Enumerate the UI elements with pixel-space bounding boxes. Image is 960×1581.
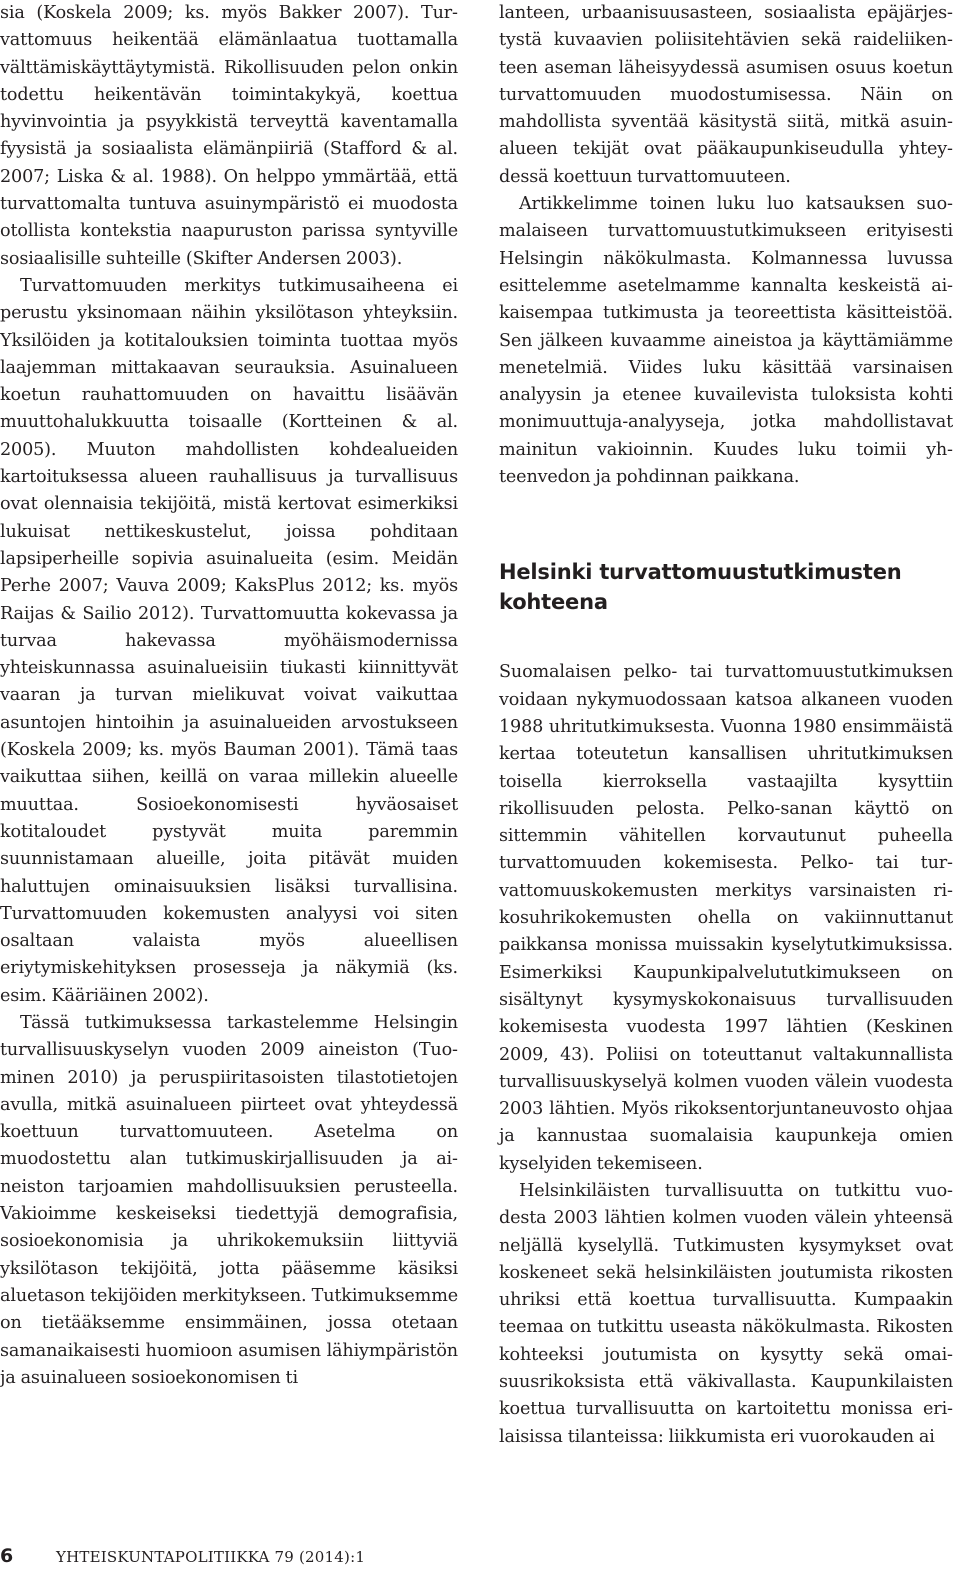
right-column — [499, 0, 953, 1451]
body-paragraph: Helsinkiläisten turvallisuutta on tutkittu vuodesta 2003 lähtien kolmen vuoden välein yhteensä neljällä kyselyllä. Tutkimusten kysymykset ovat koskeneet sekä helsinkiläisten joutumista rikosten uhriksi että koettua turvallisuutta. Kumpaakin teemaa on tutkittu useasta näkökulmasta. Rikosten kohteeksi joutumista on kysytty sekä omaisuusrikoksista että väkivallasta. Kaupunkilaisten koettua turvallisuutta on kartoitettu monissa erilaisissa tilanteissa: liikkumista eri vuorokauden ai — [499, 1180, 953, 1447]
body-paragraph: Tässä tutkimuksessa tarkastelemme Helsingin turvallisuuskyselyn vuoden 2009 aineiston (Tuominen 2010) ja peruspiiritasoisten tilastotietojen avulla, mitkä asuinalueen piirteet ovat yhteydessä koettuun turvattomuuteen. Asetelma on muodostettu alan tutkimuskirjallisuuden ja aineiston tarjoamien mahdollisuuksien perusteella. Vakioimme keskeiseksi tiedettyjä demografisia, sosioekonomisia ja uhrikokemuksiin liittyviä yksilötason tekijöitä, jotta pääsemme käsiksi aluetason tekijöiden merkitykseen. Tutkimuksemme on tietääksemme ensimmäinen, jossa otetaan samanaikaisesti huomioon asumisen lähiympäristön ja asuinalueen sosioekonomisen ti — [0, 1012, 458, 1388]
page-number: 6 — [0, 1545, 14, 1567]
journal-citation: YHTEISKUNTAPOLITIIKKA 79 (2014):1 — [56, 1548, 366, 1566]
section-heading: Helsinki turvattomuustutkimusten kohteena — [499, 560, 902, 615]
page-footer — [0, 1545, 365, 1575]
body-paragraph: Suomalaisen pelko- tai turvattomuustutkimuksen voidaan nykymuodossaan katsoa alkaneen vuoden 1988 uhritutkimuksesta. Vuonna 1980 ensimmäistä kertaa toteutetun kansallisen uhritutkimuksen toisella kierroksella vastaajilta kysyttiin rikollisuuden pelosta. Pelko-sanan käyttö on sittemmin vähitellen korvautunut puheella turvattomuuden kokemisesta. Pelko- tai turvattomuuskokemusten merkitys varsinaisten rikosuhrikokemusten ohella on vakiinnuttanut paikkansa monissa muissakin kyselytutkimuksissa. Esimerkiksi Kaupunkipalvelututkimukseen on sisältynyt kysymyskokonaisuus turvallisuuden kokemisesta vuodesta 1997 lähtien (Keskinen 2009, 43). Poliisi on toteuttanut valtakunnallista turvallisuuskyselyä kolmen vuoden välein vuodesta 2003 lähtien. Myös rikoksentorjuntaneuvosto ohjaa ja kannustaa suomalaisia kaupunkeja omien kyselyiden tekemiseen. — [499, 662, 953, 1174]
body-paragraph: Turvattomuuden merkitys tutkimusaiheena ei perustu yksinomaan näihin yksilötason yhteyksiin. Yksilöiden ja kotitalouksien toiminta tuottaa myös laajemman mittakaavan seurauksia. Asuinalueen koetun rauhattomuuden on havaittu lisäävän muuttohalukkuutta toisaalle (Kortteinen & al. 2005). Muuton mahdollisten kohdealueiden kartoituksessa alueen rauhallisuus ja turvallisuus ovat olennaisia tekijöitä, mistä kertovat esimerkiksi lukuisat nettikeskustelut, joissa pohditaan lapsiperheille sopivia asuinalueita (esim. Meidän Perhe 2007; Vauva 2009; KaksPlus 2012; ks. myös Raijas & Sailio 2012). Turvattomuutta kokevassa ja turvaa hakevassa myöhäismodernissa yhteiskunnassa asuinalueisiin tiukasti kiinnittyvät vaaran ja turvan mielikuvat voivat vaikuttaa asuntojen hintoihin ja asuinalueiden arvostukseen (Koskela 2009; ks. myös Bauman 2001). Tämä taas vaikuttaa siihen, keillä on varaa millekin alueelle muuttaa. Sosioekonomisesti hyväosaiset kotitaloudet pystyvät muita paremmin suunnistamaan alueille, joita pitävät muiden haluttujen ominaisuuksien lisäksi turvallisina. Turvattomuuden kokemusten analyysi voi siten osaltaan valaista myös alueellisen eriytymiskehityksen prosesseja ja näkymiä (ks. esim. Kääriäinen 2002). — [0, 275, 458, 1006]
body-paragraph: sia (Koskela 2009; ks. myös Bakker 2007). Turvattomuus heikentää elämänlaatua tuottamalla välttämiskäyttäytymistä. Rikollisuuden pelon onkin todettu heikentävän toimintakykyä, koettua hyvinvointia ja psyykkistä terveyttä kaventamalla fyysistä ja sosiaalista elämänpiiriä (Stafford & al. 2007; Liska & al. 1988). On helppo ymmärtää, että turvattomalta tuntuva asuinympäristö ei muodosta otollista kontekstia naapuruston parissa syntyville sosiaalisille suhteille (Skifter Andersen 2003). — [0, 3, 458, 269]
body-paragraph: lanteen, urbaanisuusasteen, sosiaalista epäjärjestystä kuvaavien poliisitehtävien sekä raideliikenteen aseman läheisyydessä asumisen osuus koetun turvattomuuden muodostumisessa. Näin on mahdollista syventää käsitystä siitä, mitkä asuinalueen tekijät ovat pääkaupunkiseudulla yhteydessä koettuun turvattomuuteen. — [499, 3, 953, 187]
body-paragraph: Artikkelimme toinen luku luo katsauksen suomalaiseen turvattomuustutkimukseen erityisesti Helsingin näkökulmasta. Kolmannessa luvussa esittelemme asetelmamme kannalta keskeistä aikaisempaa tutkimusta ja teoreettista käsitteistöä. Sen jälkeen kuvaamme aineistoa ja käyttämiämme menetelmiä. Viides luku käsittää varsinaisen analyysin ja etenee kuvailevista tuloksista kohti monimuuttuja-analyyseja, jotka mahdollistavat mainitun vakioinnin. Kuudes luku toimii yhteenvedon ja pohdinnan paikkana. — [499, 194, 953, 488]
left-column — [0, 0, 458, 1392]
